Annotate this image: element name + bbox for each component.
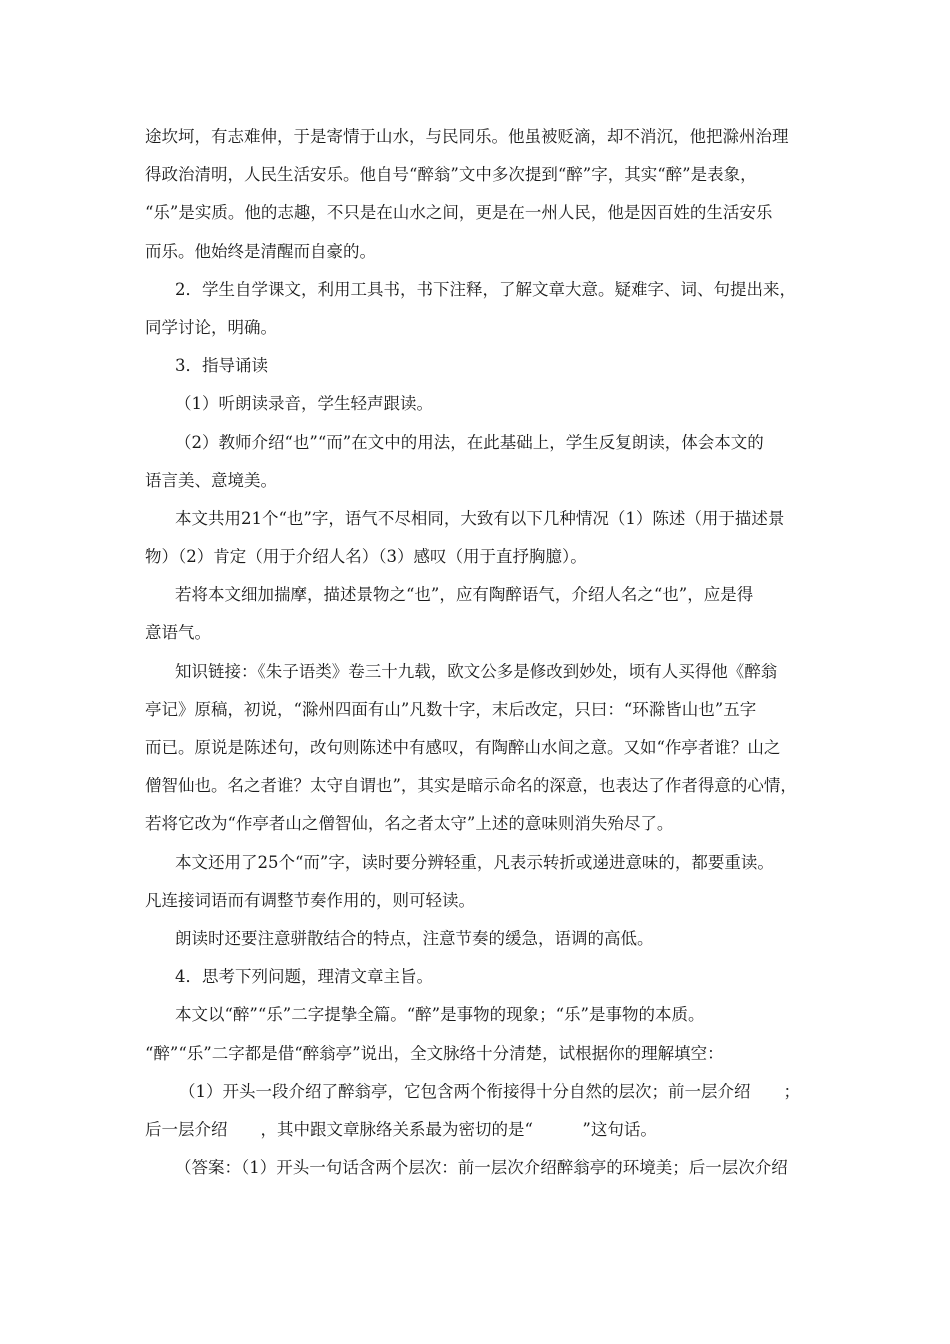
text-line: 知识链接：《朱子语类》卷三十九载，欧文公多是修改到妙处，顷有人买得他《醉翁 (175, 661, 778, 681)
text-line: 僧智仙也。名之者谁？太守自谓也”，其实是暗示命名的深意，也表达了作者得意的心情， (145, 776, 797, 796)
text-line: 途坎坷，有志难伸，于是寄情于山水，与民同乐。他虽被贬滴，却不消沉，他把滁州治理 (145, 127, 789, 146)
text-line: 亭记》原稿，初说，“滁州四面有山”凡数十字，末后改定，只曰：“环滁皆山也”五字 (145, 699, 757, 719)
text-line: 本文共用21个“也”字，语气不尽相同，大致有以下几种情况（1）陈述（用于描述景 (175, 508, 785, 528)
text-line: 而已。原说是陈述句，改句则陈述中有感叹，有陶醉山水间之意。又如“作亭者谁？山之 (145, 738, 781, 757)
text-line: 凡连接词语而有调整节奏作用的，则可轻读。 (145, 890, 475, 910)
text-line: 物）（2）肯定（用于介绍人名）（3）感叹（用于直抒胸臆）。 (145, 547, 587, 567)
document-body (145, 118, 810, 1187)
text-line: 意语气。 (145, 623, 211, 643)
text-line: 后一层介绍 ，其中跟文章脉络关系最为密切的是“ ”这句话。 (145, 1119, 657, 1139)
text-line: “乐”是实质。他的志趣，不只是在山水之间，更是在一州人民，他是因百姓的生活安乐 (145, 203, 773, 223)
text-line: （1）听朗读录音，学生轻声跟读。 (175, 394, 433, 414)
text-line: 2．学生自学课文，利用工具书，书下注释，了解文章大意。疑难字、词、句提出来， (175, 279, 796, 299)
text-line: 而乐。他始终是清醒而自豪的。 (145, 241, 376, 261)
text-line: 若将本文细加揣摩，描述景物之“也”，应有陶醉语气，介绍人名之“也”，应是得 (175, 585, 754, 605)
text-line: 语言美、意境美。 (145, 470, 277, 490)
section-heading: 3．指导诵读 (175, 356, 268, 376)
text-line: 本文还用了25个“而”字，读时要分辨轻重，凡表示转折或递进意味的，都要重读。 (175, 852, 774, 872)
text-line: 朗读时还要注意骈散结合的特点，注意节奏的缓急，语调的高低。 (175, 928, 654, 948)
text-line: （答案：（1）开头一句话含两个层次：前一层次介绍醉翁亭的环境美；后一层次介绍 (175, 1158, 788, 1178)
section-heading: 4．思考下列问题，理清文章主旨。 (175, 967, 433, 987)
text-line: （2）教师介绍“也”“而”在文中的用法，在此基础上，学生反复朗读，体会本文的 (175, 432, 764, 452)
text-line: 本文以“醉”“乐”二字提挚全篇。“醉”是事物的现象；“乐”是事物的本质。 (175, 1005, 705, 1025)
text-line: 同学讨论，明确。 (145, 317, 277, 337)
text-line: 得政治清明，人民生活安乐。他自号“醉翁”文中多次提到“醉”字，其实“醉”是表象， (145, 165, 757, 185)
text-line: （1）开头一段介绍了醉翁亭，它包含两个衔接得十分自然的层次；前一层介绍 ； (179, 1081, 800, 1101)
text-line: “醉”“乐”二字都是借“醉翁亭”说出，全文脉络十分清楚，试根据你的理解填空： (145, 1043, 724, 1063)
text-line: 若将它改为“作亭者山之僧智仙，名之者太守”上述的意味则消失殆尽了。 (145, 814, 674, 834)
